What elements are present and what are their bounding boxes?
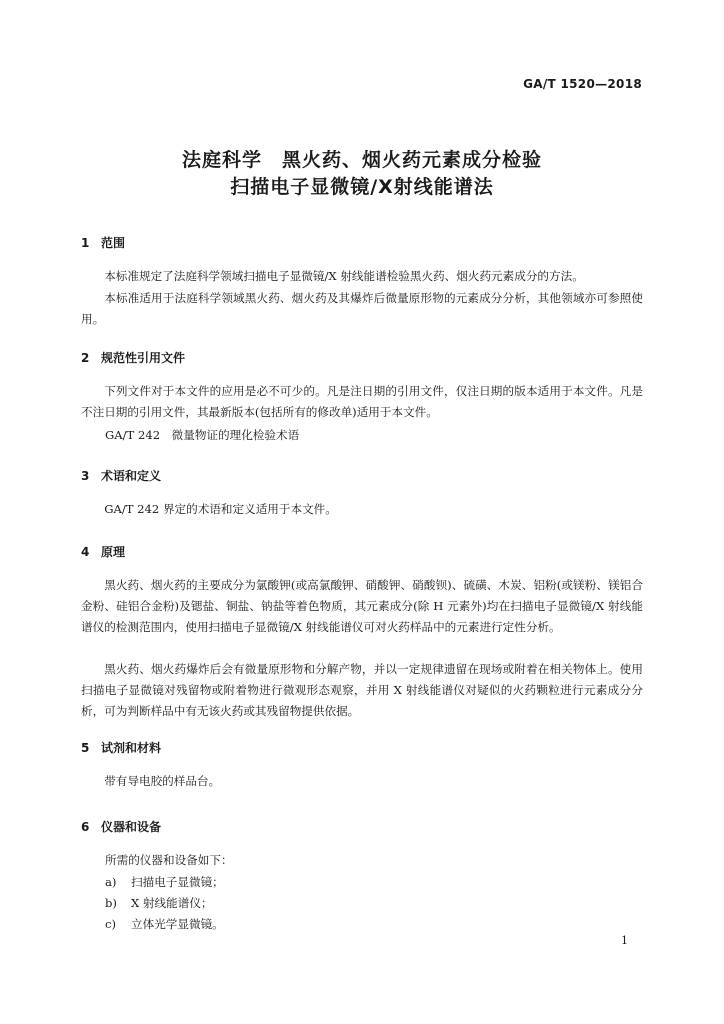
- section-3-paragraph-1: GA/T 242 界定的术语和定义适用于本文件。: [104, 502, 337, 516]
- section-title: 范围: [101, 236, 126, 250]
- list-item: [105, 895, 213, 911]
- section-title: 术语和定义: [101, 469, 162, 483]
- section-6-intro: 所需的仪器和设备如下：: [105, 853, 233, 867]
- list-marker: c): [105, 917, 117, 931]
- list-item: [105, 874, 224, 890]
- list-text: X 射线能谱仪；: [131, 896, 213, 910]
- section-3-heading: [81, 467, 161, 484]
- standard-code: GA/T 1520—2018: [523, 77, 642, 91]
- section-4-heading: [81, 543, 125, 560]
- section-1-paragraph-1: 本标准规定了法庭科学领域扫描电子显微镜/X 射线能谱检验黑火药、烟火药元素成分的方法。: [104, 269, 584, 283]
- section-number: 2: [81, 351, 90, 365]
- section-1-paragraph-2: 本标准适用于法庭科学领域黑火药、烟火药及其爆炸后微量原形物的元素成分分析，其他领域亦可参照使用。: [81, 291, 643, 326]
- section-4-paragraph-2: 黑火药、烟火药爆炸后会有微量原形物和分解产物，并以一定规律遗留在现场或附着在相关物体上。使用扫描电子显微镜对残留物或附着物进行微观形态观察，并用 X 射线能谱仪对疑似的火药颗粒进行元素成分分析，可为判断样品中有无该火药或其残留物提供依据。: [81, 662, 643, 718]
- section-4-paragraph-1: 黑火药、烟火药的主要成分为氯酸钾(或高氯酸钾、硝酸钾、硝酸钡)、硫磺、木炭、铝粉(或镁粉、镁铝合金粉、硅铝合金粉)及锶盐、铜盐、钠盐等着色物质，其元素成分(除 H 元素外)均在扫描电子显微镜/X 射线能谱仪的检测范围内，使用扫描电子显微镜/X 射线能谱仪可对火药样品中的元素进行定性分析。: [81, 578, 643, 634]
- section-2-paragraph-1: 下列文件对于本文件的应用是必不可少的。凡是注日期的引用文件，仅注日期的版本适用于本文件。凡是不注日期的引用文件，其最新版本(包括所有的修改单)适用于本文件。: [81, 384, 643, 419]
- section-number: 6: [81, 820, 90, 834]
- section-number: 4: [81, 545, 90, 559]
- document-title-line2: 扫描电子显微镜/X射线能谱法: [230, 176, 494, 198]
- list-marker: b): [105, 896, 117, 910]
- list-text: 立体光学显微镜。: [131, 917, 224, 931]
- section-5-paragraph-1: 带有导电胶的样品台。: [104, 774, 221, 788]
- page-number: 1: [621, 934, 628, 947]
- section-number: 3: [81, 469, 90, 483]
- section-title: 试剂和材料: [101, 741, 162, 755]
- section-number: 5: [81, 741, 90, 755]
- section-6-heading: [81, 818, 161, 835]
- list-text: 扫描电子显微镜；: [131, 875, 224, 889]
- section-2-heading: [81, 349, 185, 366]
- section-number: 1: [81, 236, 90, 250]
- normative-reference: GA/T 242 微量物证的理化检验术语: [105, 428, 300, 442]
- section-title: 规范性引用文件: [101, 351, 186, 365]
- document-title-line1: 法庭科学 黑火药、烟火药元素成分检验: [181, 149, 542, 171]
- list-item: [105, 916, 224, 932]
- section-1-heading: [81, 234, 125, 251]
- section-5-heading: [81, 739, 161, 756]
- list-marker: a): [105, 875, 117, 889]
- section-title: 仪器和设备: [101, 820, 162, 834]
- section-title: 原理: [101, 545, 126, 559]
